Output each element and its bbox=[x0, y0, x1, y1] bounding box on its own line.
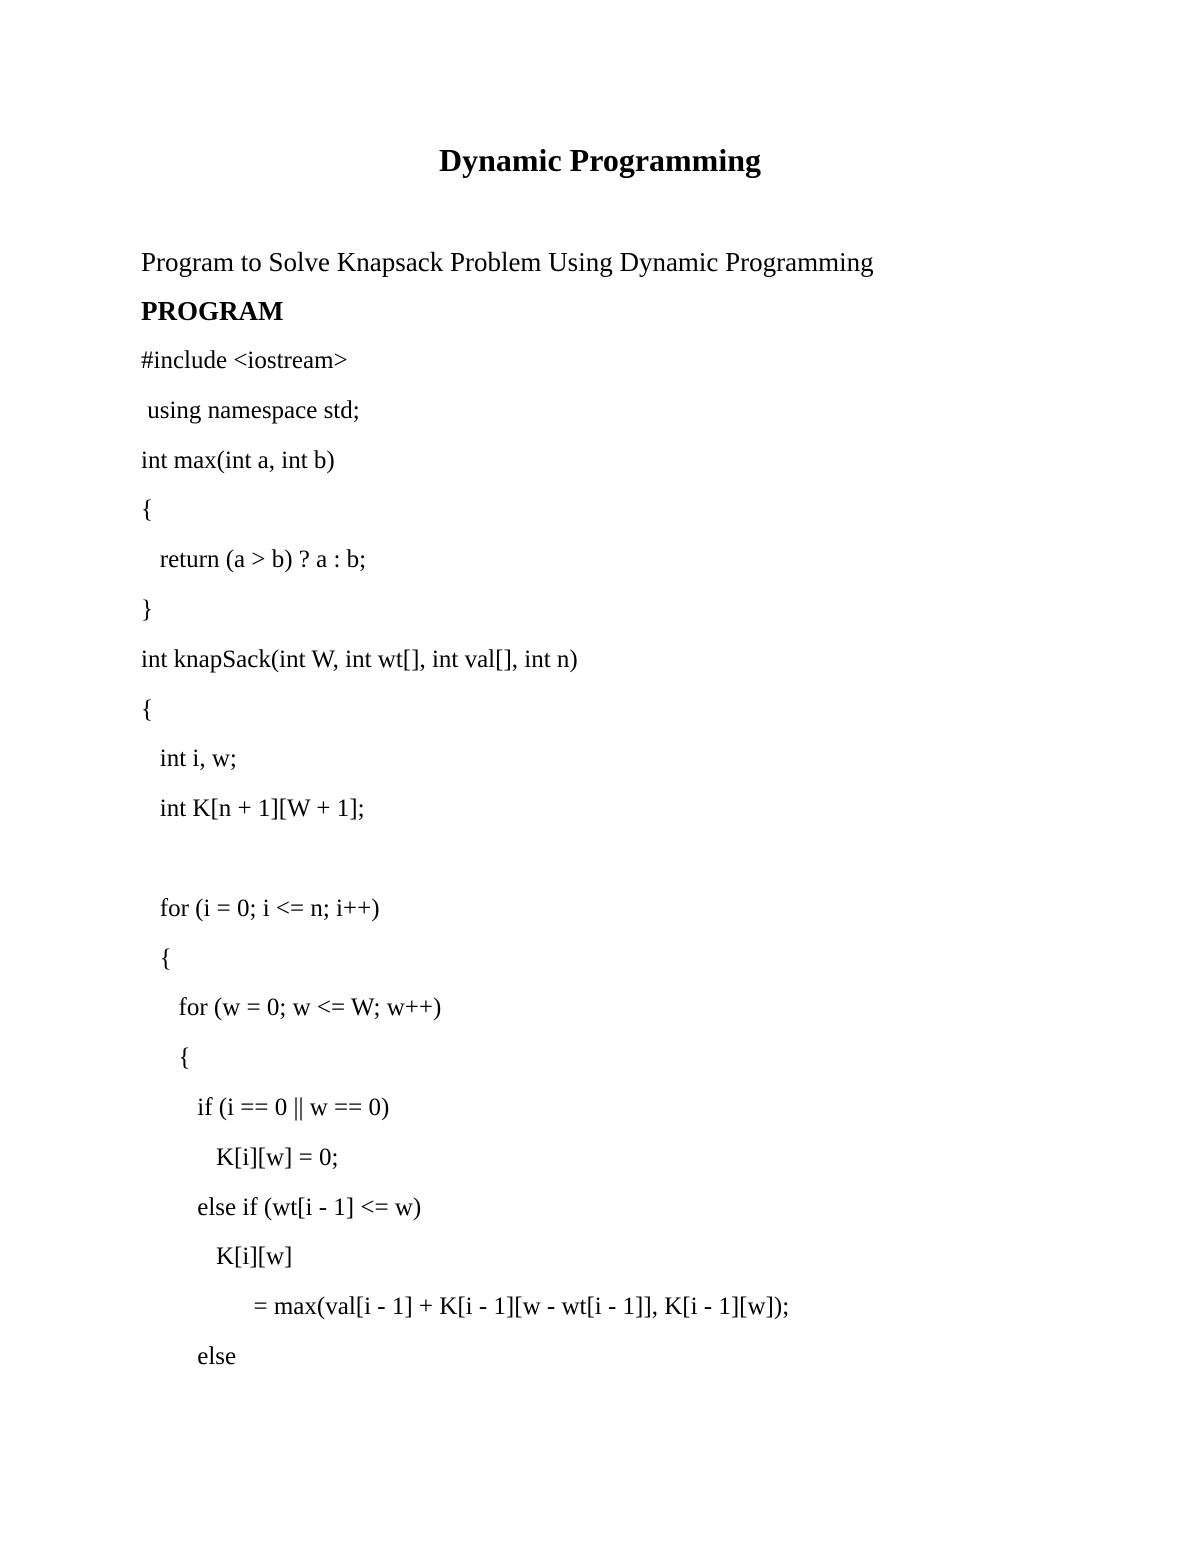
code-line: using namespace std; bbox=[141, 396, 360, 424]
code-line: for (i = 0; i <= n; i++) bbox=[141, 894, 380, 922]
page-title: Dynamic Programming bbox=[438, 142, 762, 178]
code-line: else bbox=[141, 1342, 237, 1370]
code-line: { bbox=[141, 496, 153, 524]
code-line: if (i == 0 || w == 0) bbox=[141, 1093, 390, 1121]
code-line: { bbox=[141, 695, 153, 723]
section-heading: PROGRAM bbox=[141, 296, 284, 326]
code-line: { bbox=[141, 1044, 191, 1072]
code-line: int K[n + 1][W + 1]; bbox=[141, 795, 365, 823]
code-line bbox=[141, 841, 1141, 891]
code-line: = max(val[i - 1] + K[i - 1][w - wt[i - 1]], K[i - 1][w]); bbox=[141, 1293, 790, 1321]
code-line: K[i][w] = 0; bbox=[141, 1143, 339, 1171]
code-line: for (w = 0; w <= W; w++) bbox=[141, 994, 442, 1022]
code-line: return (a > b) ? a : b; bbox=[141, 546, 367, 574]
code-line: int knapSack(int W, int wt[], int val[], int n) bbox=[141, 645, 578, 673]
code-line: } bbox=[141, 595, 153, 623]
program-description: Program to Solve Knapsack Problem Using Dynamic Programming bbox=[141, 247, 874, 277]
code-line: else if (wt[i - 1] <= w) bbox=[141, 1193, 422, 1221]
code-line: { bbox=[141, 944, 172, 972]
code-line: K[i][w] bbox=[141, 1243, 293, 1271]
code-line: int i, w; bbox=[141, 745, 237, 773]
code-line: #include <iostream> bbox=[141, 347, 348, 374]
code-line: int max(int a, int b) bbox=[141, 446, 335, 474]
code-listing bbox=[141, 343, 1141, 1389]
